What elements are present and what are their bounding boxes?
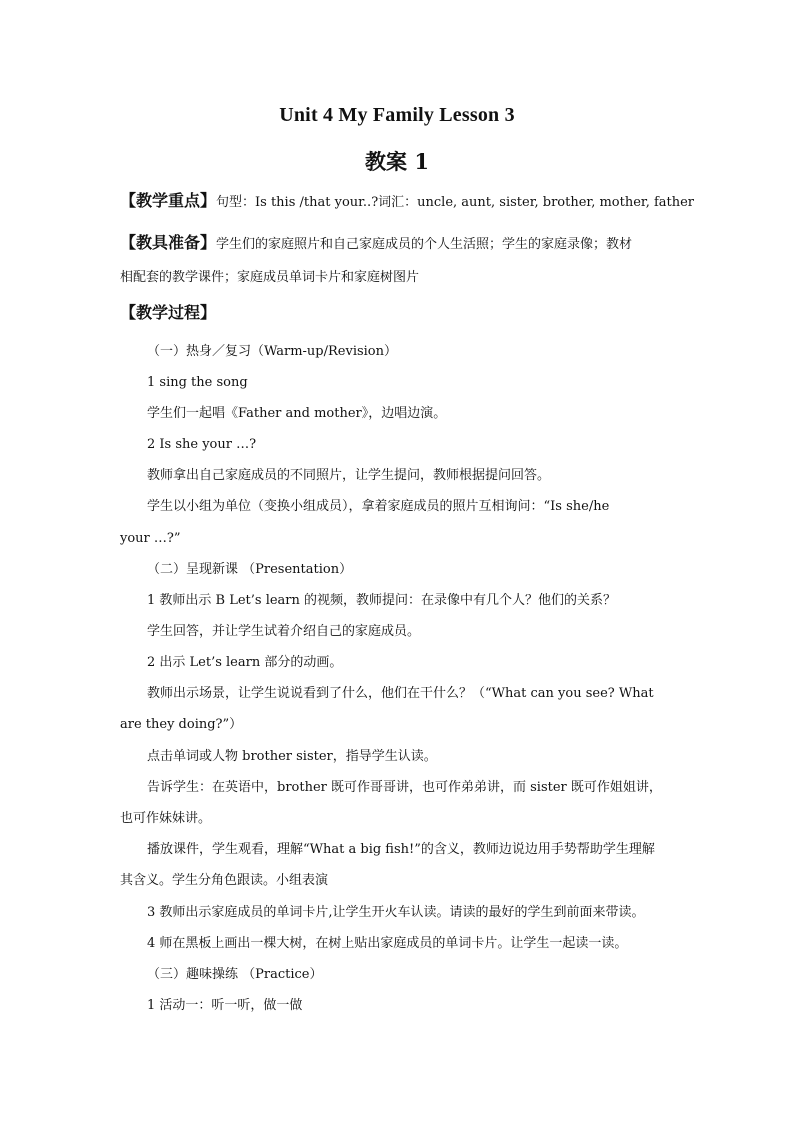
- process-line: 2 Is she your …?: [147, 437, 257, 452]
- process-line: 1 活动一：听一听，做一做: [147, 998, 303, 1013]
- teaching-aids-text-line1: 学生们的家庭照片和自己家庭成员的个人生活照；学生的家庭录像；教材: [216, 237, 633, 252]
- process-line: 4 师在黑板上画出一棵大树，在树上贴出家庭成员的单词卡片。让学生一起读一读。: [147, 936, 628, 951]
- process-line: 教师出示场景，让学生说说看到了什么，他们在干什么？（“What can you see? What: [147, 686, 654, 701]
- process-line: 学生回答，并让学生试着介绍自己的家庭成员。: [147, 624, 421, 639]
- teaching-aids-paragraph: [120, 233, 684, 255]
- teaching-aids-text-line2: 相配套的教学课件；家庭成员单词卡片和家庭树图片: [120, 270, 420, 285]
- process-line: 学生们一起唱《Father and mother》，边唱边演。: [147, 406, 447, 421]
- process-line: 也可作妹妹讲。: [120, 811, 212, 826]
- process-line: 播放课件，学生观看，理解“What a big fish!”的含义，教师边说边用手势帮助学生理解: [147, 842, 655, 857]
- process-line: 3 教师出示家庭成员的单词卡片,让学生开火车认读。请读的最好的学生到前面来带读。: [147, 905, 645, 920]
- teaching-focus-paragraph: [120, 191, 695, 213]
- process-line: 学生以小组为单位（变换小组成员），拿着家庭成员的照片互相询问：“Is she/he: [147, 499, 610, 514]
- process-line: 告诉学生：在英语中，brother 既可作哥哥讲，也可作弟弟讲，而 sister 既可作姐姐讲，: [147, 780, 662, 795]
- teaching-focus-heading: 【教学重点】: [120, 191, 217, 210]
- document-title: Unit 4 My Family Lesson 3: [279, 104, 515, 126]
- section-presentation-heading: （二）呈现新课 （Presentation）: [147, 562, 353, 577]
- process-line: 1 sing the song: [147, 375, 248, 390]
- section-warmup-heading: （一）热身／复习（Warm-up/Revision）: [147, 344, 398, 359]
- teaching-focus-text: 句型：Is this /that your..?词汇：uncle, aunt, sister, brother, mother, father: [216, 195, 695, 210]
- teaching-process-heading: 【教学过程】: [120, 303, 217, 322]
- process-line: are they doing?”）: [120, 717, 243, 732]
- process-line: 其含义。学生分角色跟读。小组表演: [120, 873, 329, 888]
- process-line: 教师拿出自己家庭成员的不同照片，让学生提问，教师根据提问回答。: [147, 468, 551, 483]
- process-line: 点击单词或人物 brother sister，指导学生认读。: [147, 749, 437, 764]
- process-line: 1 教师出示 B Let’s learn 的视频，教师提问：在录像中有几个人？他们的关系？: [147, 593, 617, 608]
- teaching-aids-heading: 【教具准备】: [120, 233, 217, 252]
- process-line: 2 出示 Let’s learn 部分的动画。: [147, 655, 343, 670]
- section-practice-heading: （三）趣味操练 （Practice）: [147, 967, 323, 982]
- process-line: your …?”: [120, 531, 181, 546]
- document-subtitle: 教案 1: [365, 149, 429, 174]
